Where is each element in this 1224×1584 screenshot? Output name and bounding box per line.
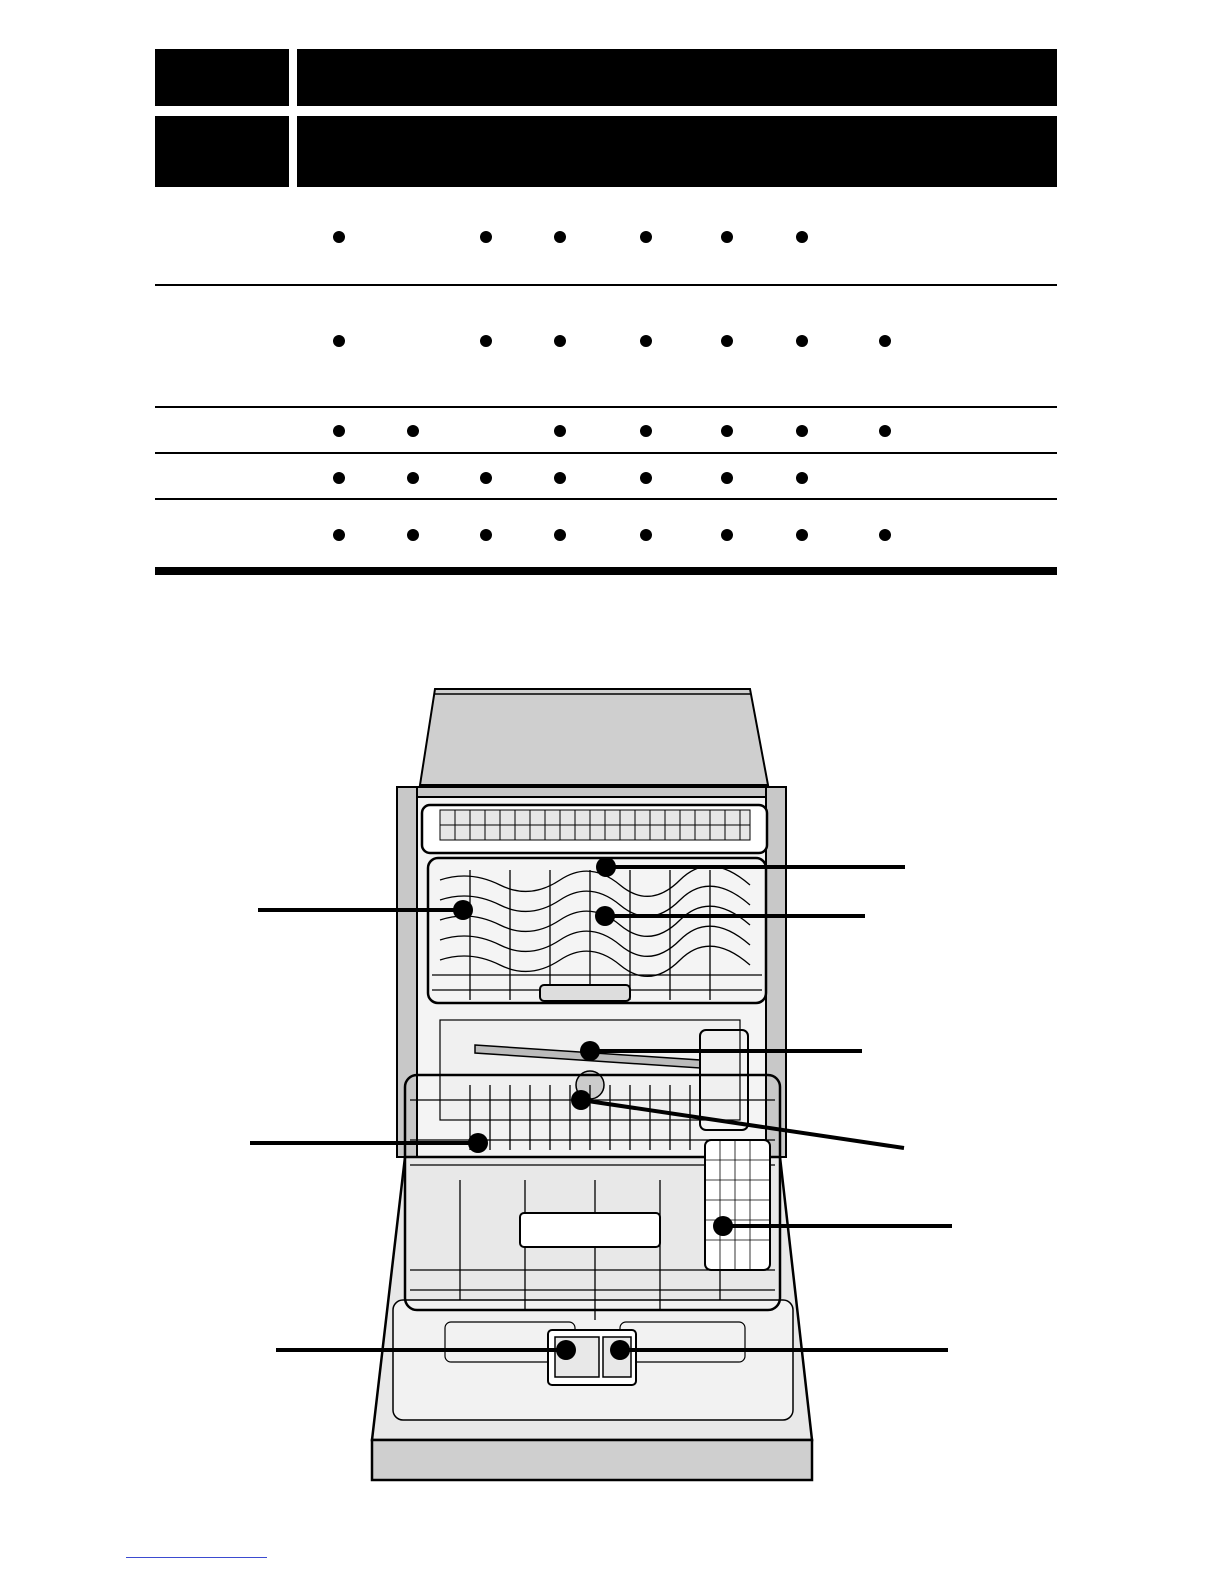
lower-spray-arm-callout-dot — [571, 1090, 591, 1110]
top-panel — [420, 689, 768, 785]
silverware-basket — [705, 1140, 770, 1270]
rinse-aid-dispenser-callout-dot — [610, 1340, 630, 1360]
silverware-basket-callout-dot — [713, 1216, 733, 1236]
upper-rack-handle — [540, 985, 630, 1001]
upper-rack-right-callout-dot — [595, 906, 615, 926]
door-front — [372, 1440, 812, 1480]
tub-side-left — [397, 787, 417, 1157]
upper-rack-left-callout-dot — [453, 900, 473, 920]
lower-rack-handle — [520, 1213, 660, 1247]
detergent-dispenser-callout-dot — [556, 1340, 576, 1360]
lower-rack-callout-dot — [468, 1133, 488, 1153]
footer-link-underline[interactable] — [126, 1557, 267, 1558]
upper-spray-arm-callout-dot — [580, 1041, 600, 1061]
third-rack-callout-dot — [596, 857, 616, 877]
tub-side-right — [766, 787, 786, 1157]
